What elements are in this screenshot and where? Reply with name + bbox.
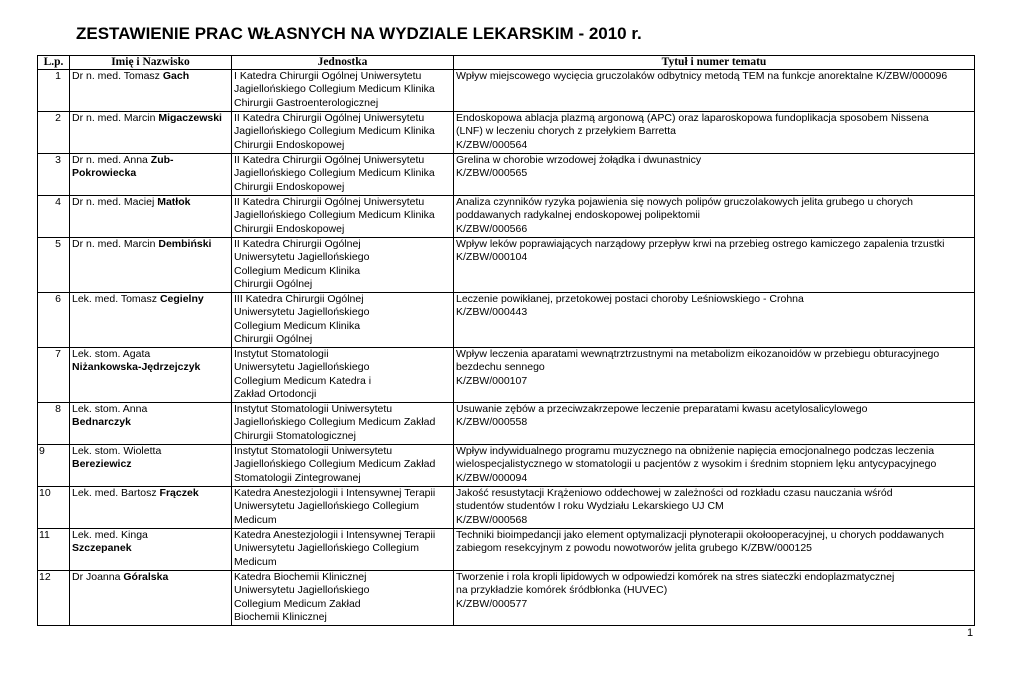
- header-lp: L.p.: [38, 56, 70, 70]
- cell-unit: [232, 445, 454, 487]
- cell-unit: [232, 403, 454, 445]
- cell-topic: [454, 445, 975, 487]
- unit-text: Katedra Anestezjologii i Intensywnej Terapii Uniwersytetu Jagiellońskiego Collegium Medicum: [234, 529, 436, 568]
- name-prefix: Lek. stom. Anna: [72, 403, 148, 415]
- cell-lp: 1: [38, 70, 70, 112]
- cell-lp: 9: [38, 445, 70, 487]
- topic-text: Techniki bioimpedancji jako element optymalizacji płynoterapii okołooperacyjnej, u chorych poddawanych zabiegom resekcyjnym z powodu nowotworów jelita grubego K/ZBW/000125: [456, 529, 944, 555]
- unit-text: Katedra Anestezjologii i Intensywnej Terapii Uniwersytetu Jagiellońskiego Collegium Medicum: [234, 487, 436, 526]
- unit-text: II Katedra Chirurgii Ogólnej Uniwersytetu Jagiellońskiego Collegium Medicum Klinika Chirurgii Ogólnej: [234, 238, 370, 291]
- cell-name: [70, 529, 232, 571]
- cell-topic: [454, 112, 975, 154]
- unit-text: I Katedra Chirurgii Ogólnej Uniwersytetu Jagiellońskiego Collegium Medicum Klinika Chirurgii Gastroenterologicznej: [234, 70, 435, 109]
- unit-text: III Katedra Chirurgii Ogólnej Uniwersytetu Jagiellońskiego Collegium Medicum Klinika Chirurgii Ogólnej: [234, 293, 370, 346]
- cell-topic: [454, 529, 975, 571]
- cell-name: [70, 403, 232, 445]
- cell-topic: [454, 154, 975, 196]
- table-row: [38, 487, 975, 529]
- cell-lp: 11: [38, 529, 70, 571]
- cell-lp: 12: [38, 571, 70, 626]
- surname: Niżankowska-Jędrzejczyk: [72, 361, 201, 374]
- name-prefix: Lek. med. Bartosz: [72, 487, 160, 499]
- cell-topic: [454, 70, 975, 112]
- cell-unit: [232, 348, 454, 403]
- surname: Cegielny: [159, 293, 204, 305]
- topic-text: Wpływ miejscowego wycięcia gruczolaków odbytnicy metodą TEM na funkcje anorektalne K/ZBW/000096: [456, 70, 948, 82]
- surname: Gach: [162, 70, 190, 82]
- cell-name: [70, 293, 232, 348]
- cell-unit: [232, 238, 454, 293]
- cell-name: [70, 70, 232, 112]
- unit-text: Instytut Stomatologii Uniwersytetu Jagiellońskiego Collegium Medicum Zakład Stomatologii Zintegrowanej: [234, 445, 436, 484]
- header-unit: Jednostka: [232, 56, 454, 70]
- cell-lp: 10: [38, 487, 70, 529]
- table-row: [38, 403, 975, 445]
- cell-name: [70, 348, 232, 403]
- name-prefix: Dr n. med. Anna: [72, 154, 151, 166]
- page-title: ZESTAWIENIE PRAC WŁASNYCH NA WYDZIALE LEKARSKIM - 2010 r.: [76, 24, 642, 43]
- table-row: [38, 293, 975, 348]
- table-row: [38, 70, 975, 112]
- name-prefix: Lek. stom. Wioletta: [72, 445, 162, 457]
- header-topic: Tytuł i numer tematu: [454, 56, 975, 70]
- surname: Bereziewicz: [72, 458, 132, 471]
- cell-lp: 7: [38, 348, 70, 403]
- table-row: [38, 445, 975, 487]
- topic-text: Wpływ indywidualnego programu muzycznego na obniżenie napięcia emocjonalnego podczas leczenia wielospecjalistycznego w stomatologii u pacjentów z wysokim i średnim stopniem lęku antycypacyjnego K/ZBW/000094: [456, 445, 937, 484]
- cell-topic: [454, 403, 975, 445]
- name-prefix: Dr n. med. Marcin: [72, 238, 159, 250]
- topic-text: Leczenie powikłanej, przetokowej postaci choroby Leśniowskiego - Crohna K/ZBW/000443: [456, 293, 804, 319]
- table-row: [38, 571, 975, 626]
- cell-topic: [454, 487, 975, 529]
- table-row: [38, 348, 975, 403]
- topic-text: Endoskopowa ablacja plazmą argonową (APC) oraz laparoskopowa fundoplikacja sposobem Nissena (LNF) w leczeniu chorych z przełykiem Barretta K/ZBW/000564: [456, 112, 929, 151]
- name-prefix: Dr Joanna: [72, 571, 124, 583]
- table-row: [38, 529, 975, 571]
- cell-lp: 4: [38, 196, 70, 238]
- topic-text: Wpływ leków poprawiających narządowy przepływ krwi na przebieg ostrego kamiczego zapalenia trzustki K/ZBW/000104: [456, 238, 945, 264]
- unit-text: Instytut Stomatologii Uniwersytetu Jagiellońskiego Collegium Medicum Zakład Chirurgii Stomatologicznej: [234, 403, 436, 442]
- cell-unit: [232, 293, 454, 348]
- topic-text: Grelina w chorobie wrzodowej żołądka i dwunastnicy K/ZBW/000565: [456, 154, 702, 180]
- name-prefix: Dr n. med. Tomasz: [72, 70, 163, 82]
- topic-text: Usuwanie zębów a przeciwzakrzepowe leczenie preparatami kwasu acetylosalicylowego K/ZBW/000558: [456, 403, 868, 429]
- cell-unit: [232, 529, 454, 571]
- unit-text: II Katedra Chirurgii Ogólnej Uniwersytetu Jagiellońskiego Collegium Medicum Klinika Chirurgii Endoskopowej: [234, 112, 435, 151]
- cell-topic: [454, 238, 975, 293]
- unit-text: Instytut Stomatologii Uniwersytetu Jagiellońskiego Collegium Medicum Katedra i Zakład Ortodoncji: [234, 348, 372, 401]
- surname: Bednarczyk: [72, 416, 131, 429]
- name-prefix: Dr n. med. Marcin: [72, 112, 159, 124]
- topic-text: Wpływ leczenia aparatami wewnątrztrzustnymi na metabolizm eikozanoidów w przebiegu obturacyjnego bezdechu sennego K/ZBW/000107: [456, 348, 940, 387]
- name-prefix: Dr n. med. Maciej: [72, 196, 158, 208]
- header-name: Imię i Nazwisko: [70, 56, 232, 70]
- surname: Szczepanek: [72, 542, 132, 555]
- table-row: [38, 196, 975, 238]
- surname: Góralska: [123, 571, 169, 583]
- topic-text: Analiza czynników ryzyka pojawienia się nowych polipów gruczolakowych jelita grubego u chorych poddawanych radykalnej endoskopowej polipektomii K/ZBW/000566: [456, 196, 913, 235]
- cell-name: [70, 571, 232, 626]
- topic-text: Tworzenie i rola kropli lipidowych w odpowiedzi komórek na stres siateczki endoplazmatycznej na przykładzie komórek śródbłonka (HUVEC) K/ZBW/000577: [456, 571, 895, 610]
- surname: Migaczewski: [158, 112, 222, 124]
- table-row: [38, 112, 975, 154]
- unit-text: Katedra Biochemii Klinicznej Uniwersytetu Jagiellońskiego Collegium Medicum Zakład Biochemii Klinicznej: [234, 571, 370, 624]
- works-table: [37, 55, 975, 626]
- cell-name: [70, 154, 232, 196]
- cell-name: [70, 445, 232, 487]
- cell-lp: 8: [38, 403, 70, 445]
- cell-unit: [232, 70, 454, 112]
- name-prefix: Lek. med. Tomasz: [72, 293, 160, 305]
- page-number: 1: [967, 627, 974, 639]
- surname: Frączek: [159, 487, 199, 499]
- cell-unit: [232, 571, 454, 626]
- name-prefix: Lek. stom. Agata: [72, 348, 151, 360]
- table-row: [38, 154, 975, 196]
- surname: Dembiński: [158, 238, 212, 250]
- cell-lp: 6: [38, 293, 70, 348]
- cell-unit: [232, 196, 454, 238]
- cell-lp: 5: [38, 238, 70, 293]
- cell-topic: [454, 348, 975, 403]
- cell-topic: [454, 293, 975, 348]
- cell-topic: [454, 571, 975, 626]
- topic-text: Jakość resustytacji Krążeniowo oddechowej w zależności od rozkładu czasu nauczania wśród studentów studentów I roku Wydziału Lekarskiego UJ CM K/ZBW/000568: [456, 487, 893, 526]
- table-row: [38, 238, 975, 293]
- name-prefix: Lek. med. Kinga: [72, 529, 148, 541]
- table-body: [38, 70, 975, 626]
- unit-text: II Katedra Chirurgii Ogólnej Uniwersytetu Jagiellońskiego Collegium Medicum Klinika Chirurgii Endoskopowej: [234, 196, 435, 235]
- cell-name: [70, 487, 232, 529]
- cell-lp: 2: [38, 112, 70, 154]
- cell-lp: 3: [38, 154, 70, 196]
- cell-unit: [232, 487, 454, 529]
- cell-unit: [232, 154, 454, 196]
- cell-unit: [232, 112, 454, 154]
- unit-text: II Katedra Chirurgii Ogólnej Uniwersytetu Jagiellońskiego Collegium Medicum Klinika Chirurgii Endoskopowej: [234, 154, 435, 193]
- surname: Matłok: [157, 196, 191, 208]
- cell-name: [70, 238, 232, 293]
- cell-topic: [454, 196, 975, 238]
- cell-name: [70, 112, 232, 154]
- surname: Zub- Pokrowiecka: [72, 154, 174, 180]
- table-header-row: [38, 56, 975, 70]
- cell-name: [70, 196, 232, 238]
